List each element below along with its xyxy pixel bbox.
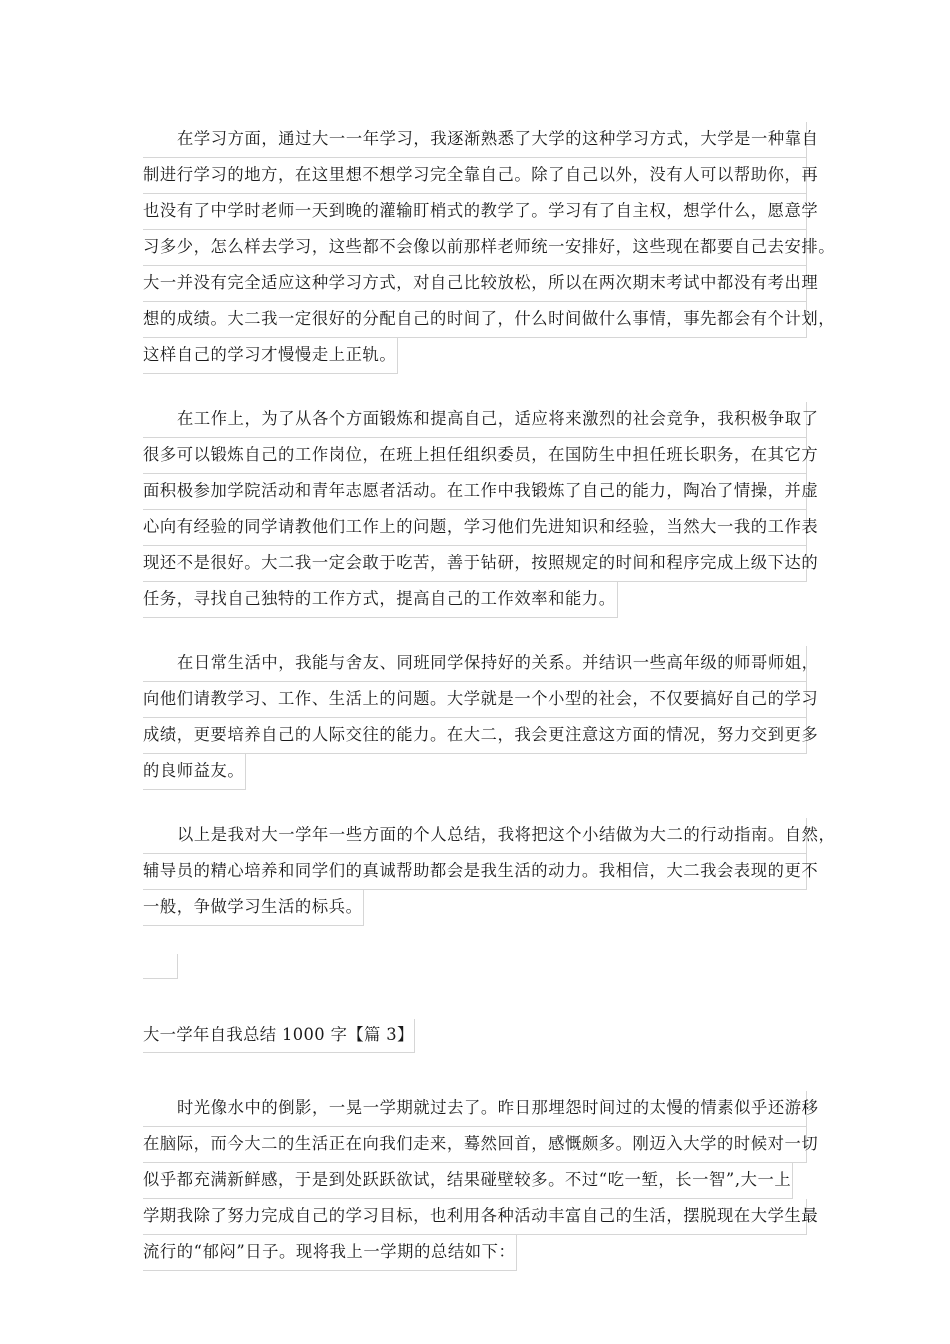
text-line: 在日常生活中，我能与舍友、同班同学保持好的关系。并结识一些高年级的师哥师姐， [143,646,807,682]
text-line: 也没有了中学时老师一天到晚的灌输盯梢式的教学了。学习有了自主权，想学什么，愿意学 [143,194,807,230]
text-line: 辅导员的精心培养和同学们的真诚帮助都会是我生活的动力。我相信，大二我会表现的更不 [143,854,807,890]
text-line: 想的成绩。大二我一定很好的分配自己的时间了，什么时间做什么事情，事先都会有个计划， [143,302,807,338]
text-line: 一般，争做学习生活的标兵。 [143,890,364,926]
text-line: 制进行学习的地方，在这里想不想学习完全靠自己。除了自己以外，没有人可以帮助你，再 [143,158,807,194]
text-line: 流行的“郁闷”日子。现将我上一学期的总结如下： [143,1235,517,1271]
text-line: 似乎都充满新鲜感，于是到处跃跃欲试，结果碰壁较多。不过“吃一堑，长一智”,大一上 [143,1163,793,1199]
paragraph-life [143,646,819,790]
empty-paragraph-box [143,954,178,979]
paragraph-summary [143,818,836,926]
text-line: 在工作上，为了从各个方面锻炼和提高自己，适应将来激烈的社会竞争，我积极争取了 [143,402,807,438]
paragraph-intro [143,1091,819,1271]
text-line: 面积极参加学院活动和青年志愿者活动。在工作中我锻炼了自己的能力，陶冶了情操，并虚 [143,474,807,510]
text-line: 以上是我对大一学年一些方面的个人总结，我将把这个小结做为大二的行动指南。自然， [143,818,807,854]
text-line: 学期我除了努力完成自己的学习目标，也利用各种活动丰富自己的生活，摆脱现在大学生最 [143,1199,807,1235]
text-line: 习多少，怎么样去学习，这些都不会像以前那样老师统一安排好，这些现在都要自己去安排。 [143,230,807,266]
text-line: 的良师益友。 [143,754,246,790]
text-line: 大一并没有完全适应这种学习方式，对自己比较放松，所以在两次期末考试中都没有考出理 [143,266,807,302]
paragraph-study [143,122,836,374]
section-heading: 大一学年自我总结 1000 字【篇 3】 [143,1019,415,1053]
text-line: 时光像水中的倒影，一晃一学期就过去了。昨日那埋怨时间过的太慢的情素似乎还游移 [143,1091,807,1127]
text-line: 这样自己的学习才慢慢走上正轨。 [143,338,398,374]
paragraph-work [143,402,819,618]
text-line: 心向有经验的同学请教他们工作上的问题，学习他们先进知识和经验，当然大一我的工作表 [143,510,807,546]
text-line: 在学习方面，通过大一一年学习，我逐渐熟悉了大学的这种学习方式，大学是一种靠自 [143,122,807,158]
text-line: 向他们请教学习、工作、生活上的问题。大学就是一个小型的社会，不仅要搞好自己的学习 [143,682,807,718]
text-line: 很多可以锻炼自己的工作岗位，在班上担任组织委员，在国防生中担任班长职务，在其它方 [143,438,807,474]
document-page [143,122,836,1299]
text-line: 现还不是很好。大二我一定会敢于吃苦，善于钻研，按照规定的时间和程序完成上级下达的 [143,546,807,582]
text-line: 在脑际，而今大二的生活正在向我们走来，蓦然回首，感慨颇多。刚迈入大学的时候对一切 [143,1127,807,1163]
text-line: 任务，寻找自己独特的工作方式，提高自己的工作效率和能力。 [143,582,618,618]
text-line: 成绩，更要培养自己的人际交往的能力。在大二，我会更注意这方面的情况，努力交到更多 [143,718,807,754]
